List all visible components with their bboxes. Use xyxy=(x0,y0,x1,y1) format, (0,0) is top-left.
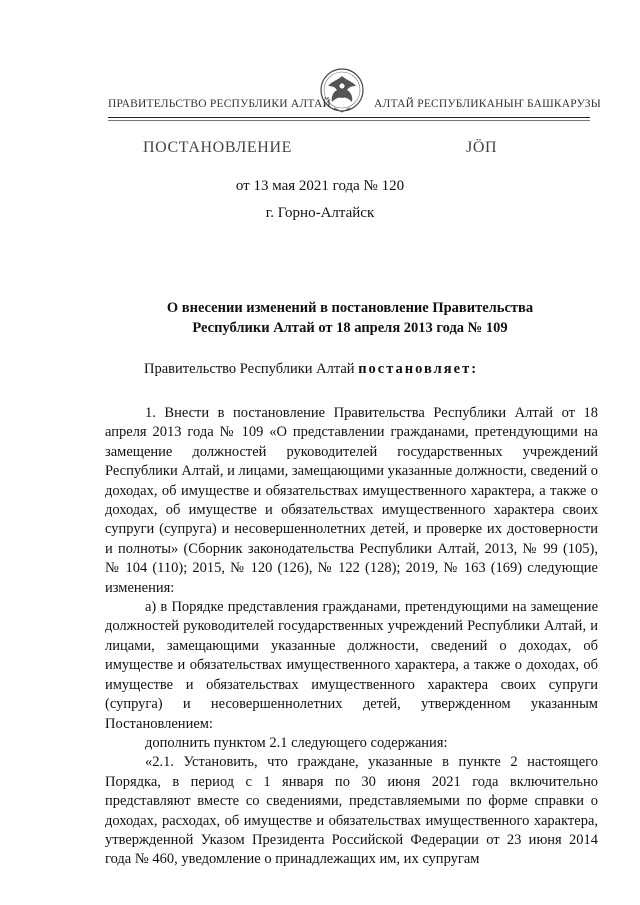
header-divider xyxy=(108,117,590,118)
header-government-ru: ПРАВИТЕЛЬСТВО РЕСПУБЛИКИ АЛТАЙ xyxy=(108,98,332,110)
document-title xyxy=(100,298,600,338)
document-title-line-2: Республики Алтай от 18 апреля 2013 года № 109 xyxy=(192,320,508,336)
paragraph-1: 1. Внести в постановление Правительства Республики Алтай от 18 апреля 2013 года № 109 «О представлении гражданами, претендующими на замещение должностей руководителей государственных учреждений Республики Алтай, и лицами, замещающими указанные должности, сведений о доходах, об имуществе и обязательствах имущественного характера, а также о доходах, об имуществе и обязательствах имущественного характера своих супруги (супруга) и несовершеннолетних детей, и проверке их достоверности и полноты» (Сборник законодательства Республики Алтай, 2013, № 99 (105), № 104 (110); 2015, № 120 (126), № 122 (128); 2019, № 163 (169) следующие изменения: xyxy=(105,405,598,596)
header-government-altai: АЛТАЙ РЕСПУБЛИКАНЫҤ БАШКАРУЗЫ xyxy=(374,98,601,110)
doc-type-altai: ЈӦП xyxy=(466,139,498,156)
document-body xyxy=(105,404,598,870)
preamble-verb: постановляет: xyxy=(358,361,479,377)
preamble xyxy=(144,361,478,378)
doc-type-russian: ПОСТАНОВЛЕНИЕ xyxy=(143,139,292,156)
document-title-line-1: О внесении изменений в постановление Правительства xyxy=(166,300,534,316)
paragraph-3: дополнить пунктом 2.1 следующего содержания: xyxy=(145,734,448,751)
preamble-subject: Правительство Республики Алтай xyxy=(144,361,355,377)
paragraph-2: а) в Порядке представления гражданами, претендующими на замещение должностей руководителей государственных учреждений Республики Алтай, и лицами, замещающими указанные должности, сведений о доходах, об имуществе и обязательствах имущественного характера, а также о доходах, об имуществе и обязательствах имущественного характера своих супруги (супруга) и несовершеннолетних детей, утвержденном указанным Постановлением: xyxy=(105,599,598,732)
paragraph-4: «2.1. Установить, что граждане, указанные в пункте 2 настоящего Порядка, в период с 1 января по 30 июня 2021 года включительно представляют вместе со сведениями, представляемыми по форме справки о доходах, расходах, об имуществе и обязательствах имущественного характера, утвержденной Указом Президента Российской Федерации от 23 июня 2014 года № 460, уведомление о принадлежащих им, их супругам xyxy=(105,754,598,868)
header-divider-thin xyxy=(108,120,590,121)
document-date-number: от 13 мая 2021 года № 120 xyxy=(235,178,405,194)
document-city: г. Горно-Алтайск xyxy=(265,205,375,221)
